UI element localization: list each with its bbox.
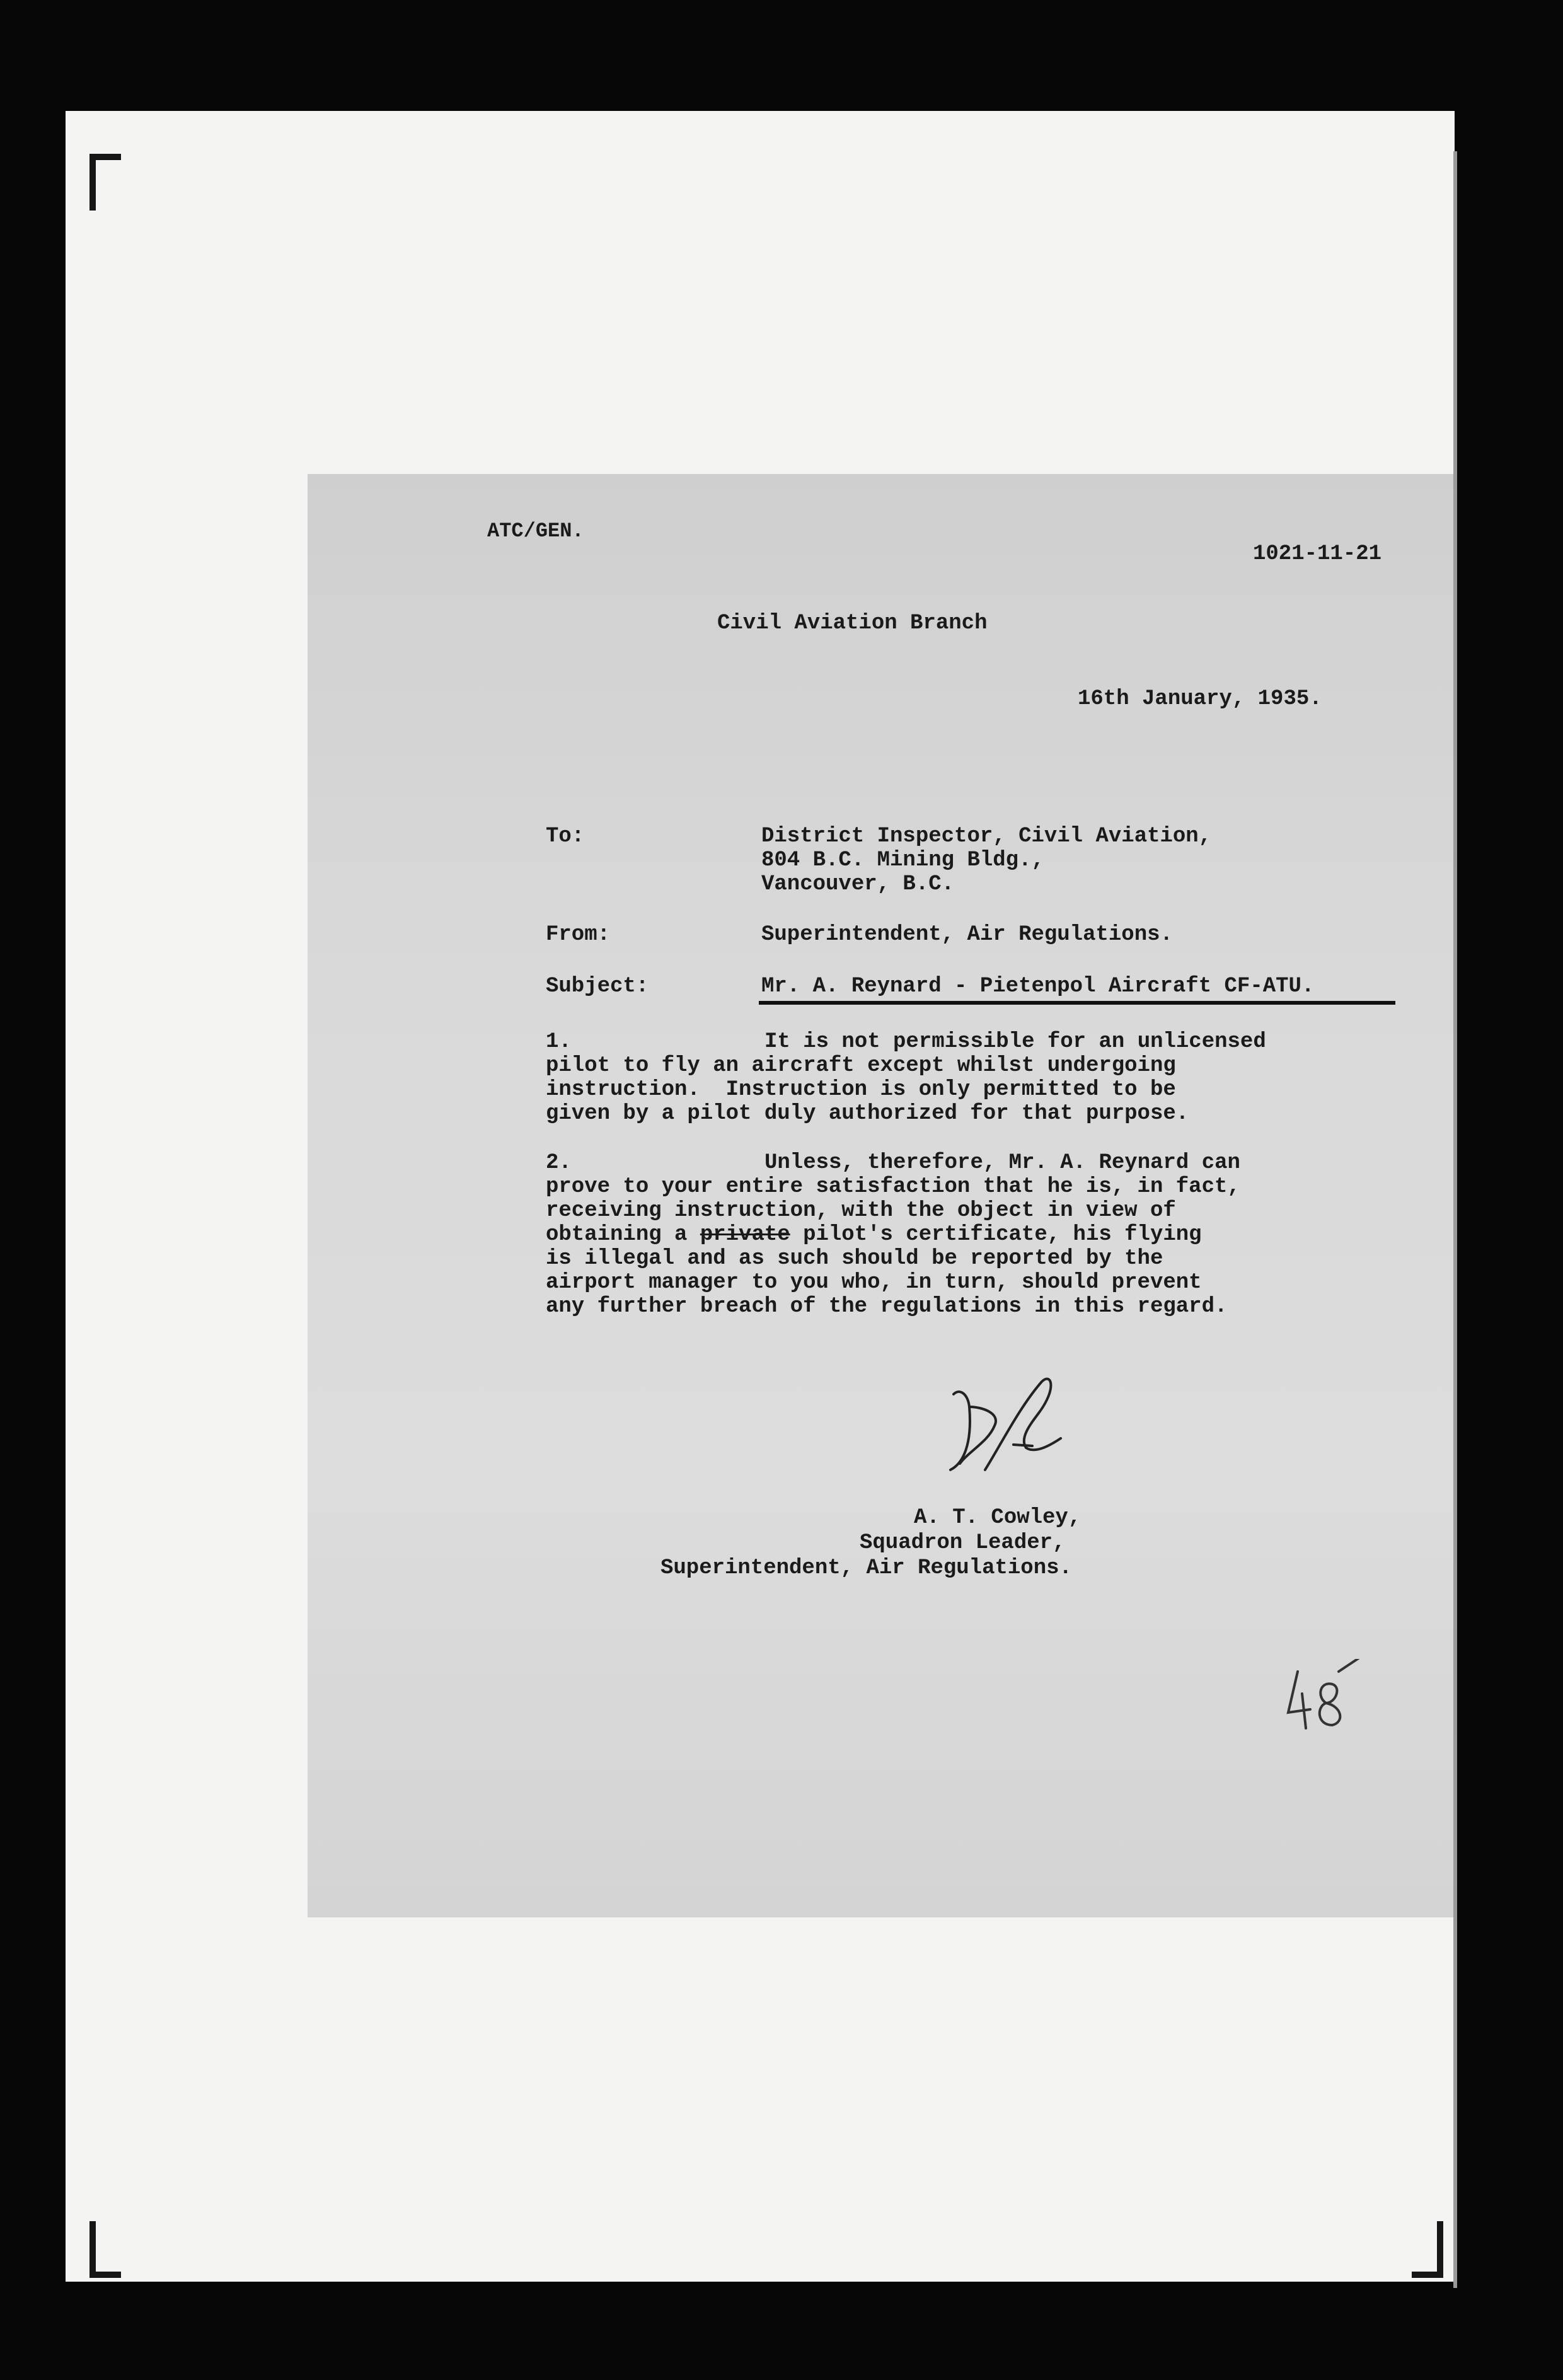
paragraph-2-line-6: airport manager to you who, in turn, should prevent: [546, 1271, 1202, 1295]
paragraph-2-line-4: [546, 1223, 1202, 1247]
paragraph-2-line-4-pre: obtaining a: [546, 1223, 700, 1247]
paragraph-2-line-1: Unless, therefore, Mr. A. Reynard can: [764, 1151, 1240, 1175]
paragraph-2-line-2: prove to your entire satisfaction that he is, in fact,: [546, 1175, 1240, 1199]
letter-sheet: [308, 474, 1453, 1917]
paragraph-2-line-7: any further breach of the regulations in this regard.: [546, 1295, 1228, 1319]
signatory-title: Superintendent, Air Regulations.: [660, 1556, 1072, 1580]
from-value: Superintendent, Air Regulations.: [761, 923, 1173, 947]
paragraph-2-line-3: receiving instruction, with the object in view of: [546, 1199, 1176, 1223]
file-reference: ATC/GEN.: [487, 519, 584, 543]
paragraph-1-line-2: pilot to fly an aircraft except whilst undergoing: [546, 1054, 1176, 1078]
paragraph-2-line-5: is illegal and as such should be reported by the: [546, 1247, 1163, 1271]
crop-mark-bottom-right: [1412, 2221, 1443, 2278]
letter-date: 16th January, 1935.: [1078, 687, 1322, 711]
paragraph-1-number: 1.: [546, 1030, 572, 1054]
paragraph-1-line-4: given by a pilot duly authorized for that purpose.: [546, 1102, 1189, 1126]
to-line-1: District Inspector, Civil Aviation,: [761, 824, 1212, 848]
crop-mark-top-left: [89, 154, 121, 211]
paragraph-1-line-1: It is not permissible for an unlicensed: [764, 1030, 1266, 1054]
signature-initials: [925, 1369, 1070, 1482]
paragraph-1-line-3: instruction. Instruction is only permitted to be: [546, 1078, 1176, 1102]
paragraph-2-line-4-post: pilot's certificate, his flying: [790, 1223, 1202, 1247]
crop-mark-bottom-left: [89, 2221, 121, 2278]
subject-value: Mr. A. Reynard - Pietenpol Aircraft CF-ATU.: [761, 974, 1315, 998]
struck-word: private: [700, 1223, 790, 1247]
to-label: To:: [546, 824, 585, 848]
signatory-rank: Squadron Leader,: [860, 1531, 1066, 1555]
handwritten-page-number: [1282, 1659, 1370, 1741]
file-number: 1021-11-21: [1253, 542, 1382, 566]
signatory-name: A. T. Cowley,: [914, 1506, 1081, 1530]
mount-edge: [1453, 151, 1457, 2288]
paragraph-2-number: 2.: [546, 1151, 572, 1175]
to-line-3: Vancouver, B.C.: [761, 872, 955, 896]
subject-underline: [759, 1001, 1395, 1005]
to-line-2: 804 B.C. Mining Bldg.,: [761, 848, 1044, 872]
subject-label: Subject:: [546, 974, 649, 998]
letter-heading: Civil Aviation Branch: [717, 611, 988, 635]
from-label: From:: [546, 923, 611, 947]
